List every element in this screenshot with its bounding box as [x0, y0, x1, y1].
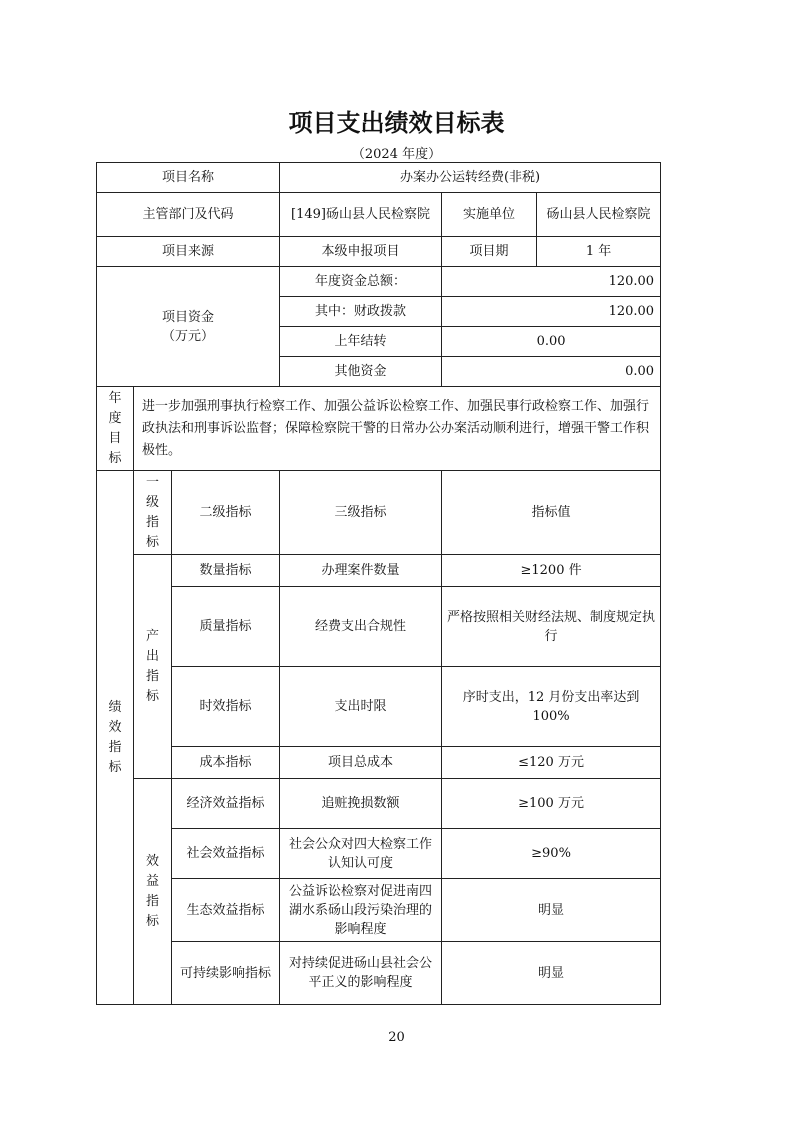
indicator-row: [97, 942, 661, 1005]
output-indicators-label: 产 出 指 标: [134, 555, 172, 779]
performance-target-table: [96, 162, 661, 1005]
indicator-row: [97, 587, 661, 667]
funds-item-value: 0.00: [442, 357, 661, 387]
fiscal-year: （2024 年度）: [351, 147, 442, 162]
indicator-value: 严格按照相关财经法规、制度规定执行: [442, 587, 661, 667]
project-name-label: 项目名称: [97, 163, 280, 193]
indicators-label: 绩 效 指 标: [97, 471, 134, 1005]
benefit-indicators-label: 效 益 指 标: [134, 779, 172, 1005]
funds-item-value: 120.00: [442, 267, 661, 297]
indicator-level2: 时效指标: [172, 667, 280, 747]
funds-item-label: 年度资金总额：: [280, 267, 442, 297]
project-source-label: 项目来源: [97, 237, 280, 267]
department-label: 主管部门及代码: [97, 193, 280, 237]
department-value: [149]砀山县人民检察院: [280, 193, 442, 237]
indicator-value: ≥1200 件: [442, 555, 661, 587]
project-period-value: 1 年: [537, 237, 661, 267]
funds-label-text: 项目资金: [162, 309, 215, 325]
indicator-level3: 项目总成本: [280, 747, 442, 779]
funds-label: [97, 267, 280, 387]
indicator-level3: 公益诉讼检察对促进南四湖水系砀山段污染治理的影响程度: [280, 879, 442, 942]
indicator-row: [97, 747, 661, 779]
funds-row: [97, 267, 661, 297]
page-number: 20: [388, 1030, 405, 1045]
funds-unit: （万元）: [162, 328, 215, 344]
page-title: 项目支出绩效目标表: [288, 109, 505, 137]
indicator-value: ≥100 万元: [442, 779, 661, 829]
project-name-value: 办案办公运转经费(非税): [280, 163, 661, 193]
implementing-unit-value: 砀山县人民检察院: [537, 193, 661, 237]
indicator-level2: 数量指标: [172, 555, 280, 587]
department-row: [97, 193, 661, 237]
indicator-level3: 追赃挽损数额: [280, 779, 442, 829]
project-name-row: [97, 163, 661, 193]
indicator-level3: 经费支出合规性: [280, 587, 442, 667]
project-source-value: 本级申报项目: [280, 237, 442, 267]
annual-goal-row: [97, 387, 661, 471]
annual-goal-text: 进一步加强刑事执行检察工作、加强公益诉讼检察工作、加强民事行政检察工作、加强行政执法和刑事诉讼监督；保障检察院干警的日常办公办案活动顺利进行，增强干警工作积极性。: [134, 387, 661, 471]
indicator-level2: 可持续影响指标: [172, 942, 280, 1005]
funds-item-label: 上年结转: [280, 327, 442, 357]
indicator-value: 序时支出，12 月份支出率达到 100%: [442, 667, 661, 747]
header-level1: 一 级 指 标: [134, 471, 172, 555]
indicator-level2: 质量指标: [172, 587, 280, 667]
indicator-row: [97, 779, 661, 829]
indicator-header-row: [97, 471, 661, 555]
funds-item-label: 其他资金: [280, 357, 442, 387]
indicator-level3: 对持续促进砀山县社会公平正义的影响程度: [280, 942, 442, 1005]
indicator-level3: 社会公众对四大检察工作认知认可度: [280, 829, 442, 879]
indicator-value: 明显: [442, 879, 661, 942]
source-row: [97, 237, 661, 267]
indicator-level3: 支出时限: [280, 667, 442, 747]
implementing-unit-label: 实施单位: [442, 193, 537, 237]
indicator-value: ≥90%: [442, 829, 661, 879]
indicator-value: ≤120 万元: [442, 747, 661, 779]
funds-item-value: 120.00: [442, 297, 661, 327]
indicator-value: 明显: [442, 942, 661, 1005]
indicator-level3: 办理案件数量: [280, 555, 442, 587]
indicator-row: [97, 667, 661, 747]
header-value: 指标值: [442, 471, 661, 555]
header-level2: 二级指标: [172, 471, 280, 555]
indicator-level2: 社会效益指标: [172, 829, 280, 879]
indicator-level2: 生态效益指标: [172, 879, 280, 942]
header-level3: 三级指标: [280, 471, 442, 555]
project-period-label: 项目期: [442, 237, 537, 267]
indicator-level2: 成本指标: [172, 747, 280, 779]
indicator-row: [97, 555, 661, 587]
indicator-row: [97, 829, 661, 879]
annual-goal-label: 年 度 目 标: [97, 387, 134, 471]
funds-item-label: 其中：财政拨款: [280, 297, 442, 327]
indicator-row: [97, 879, 661, 942]
funds-item-value: 0.00: [442, 327, 661, 357]
indicator-level2: 经济效益指标: [172, 779, 280, 829]
